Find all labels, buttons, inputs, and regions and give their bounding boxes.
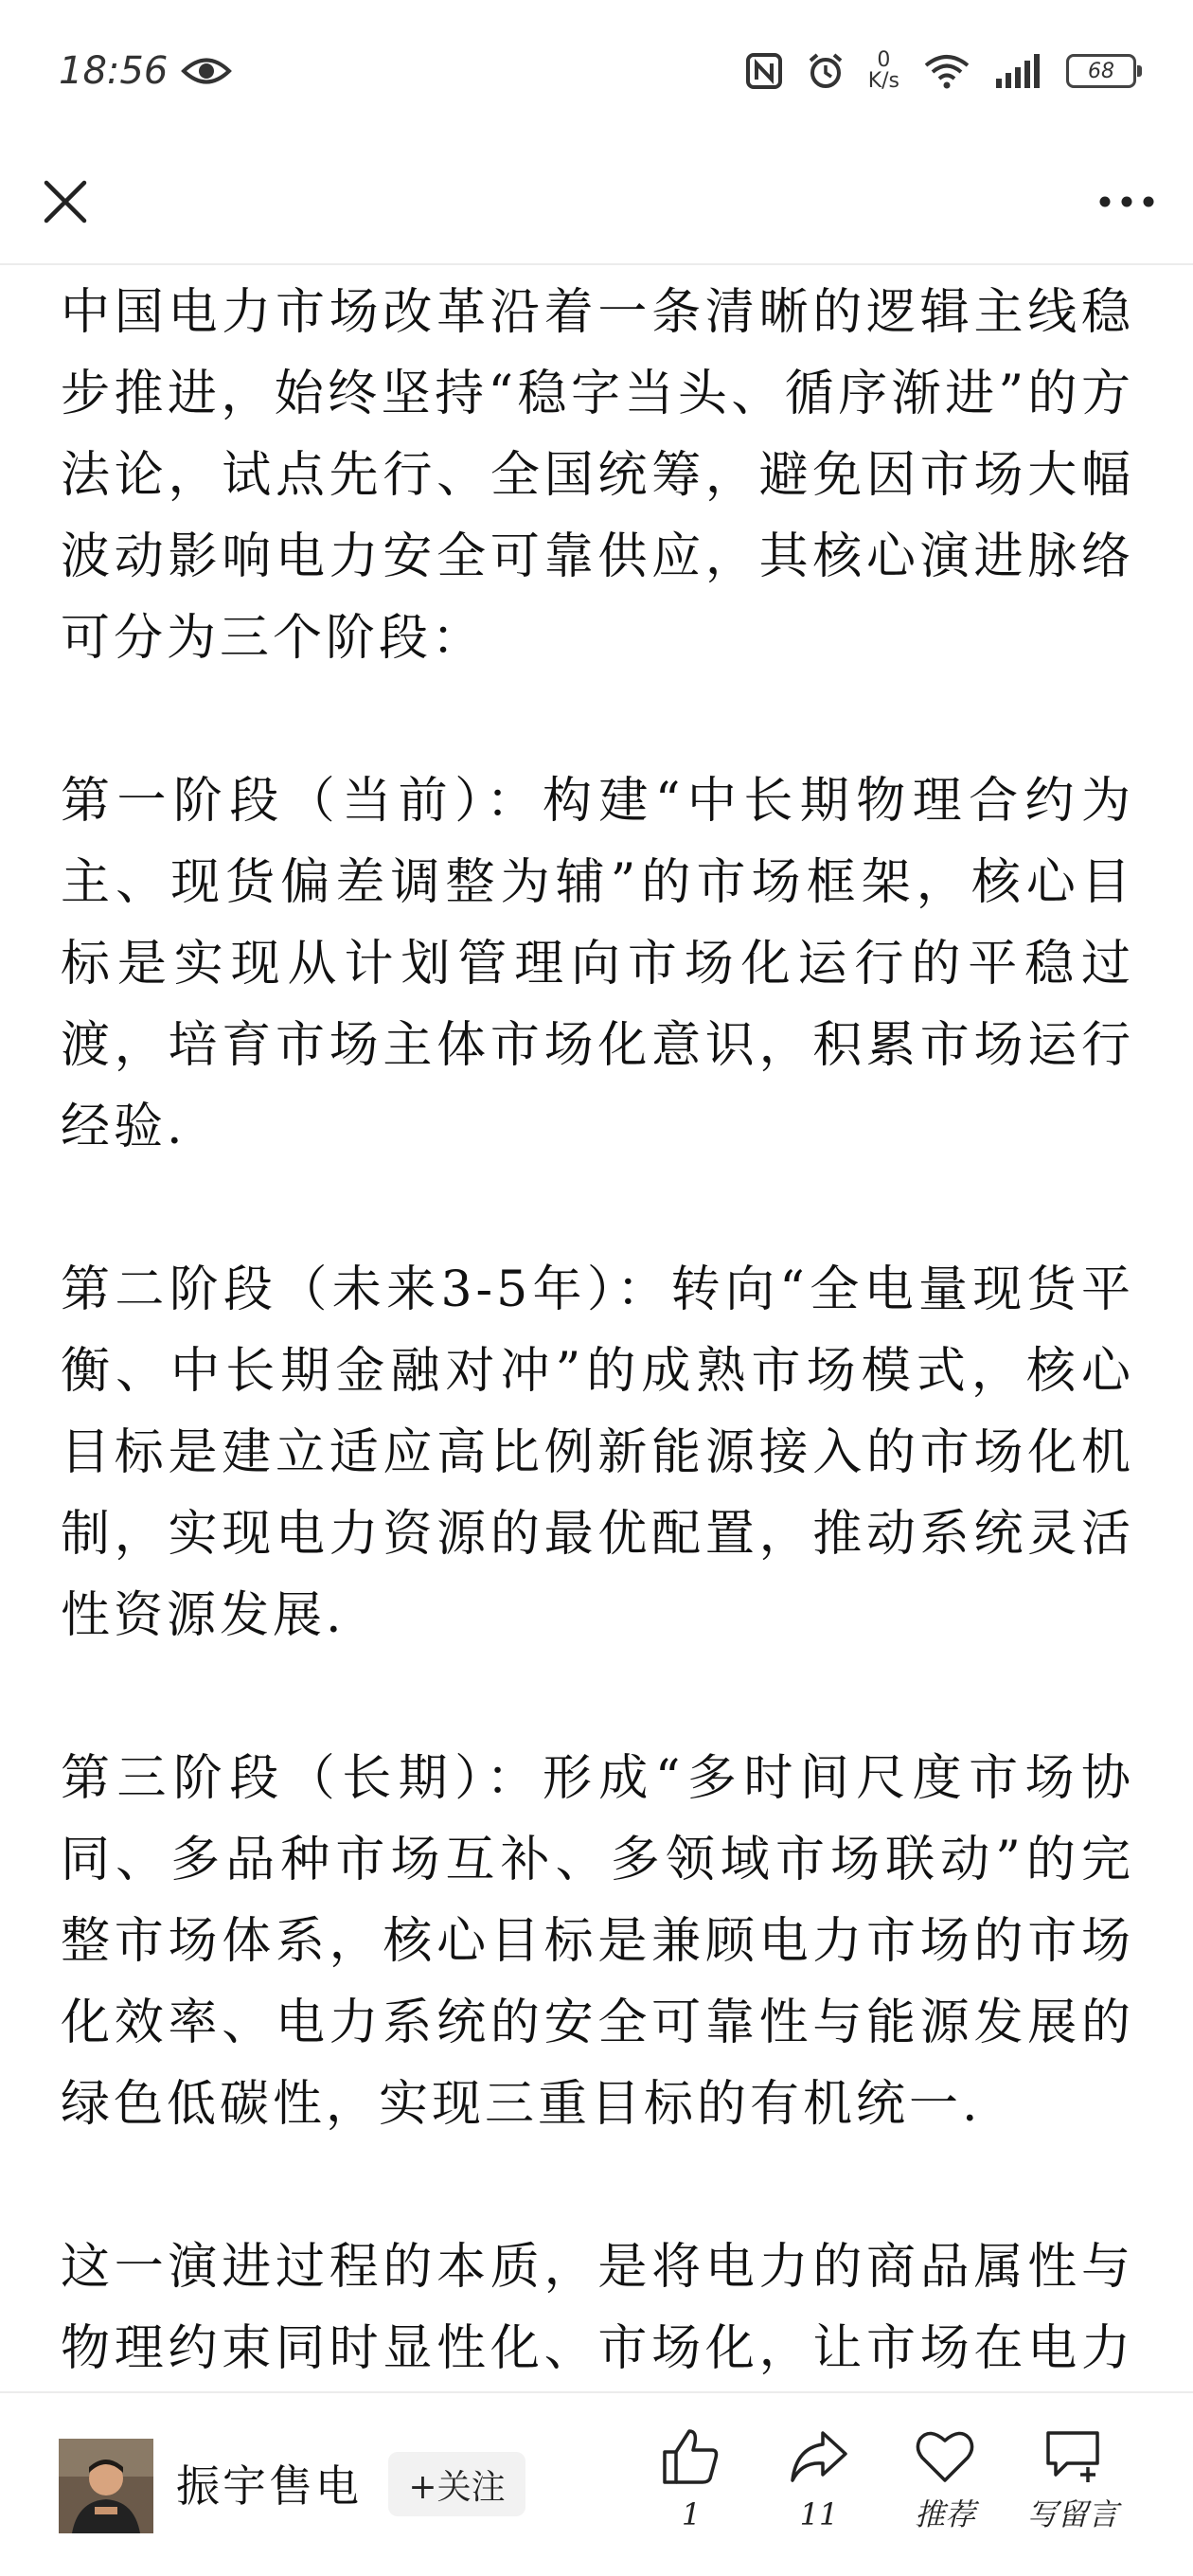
more-button[interactable]	[1079, 169, 1174, 235]
eye-icon	[181, 55, 232, 87]
network-speed-value: 0	[877, 48, 891, 72]
thumbs-up-icon	[661, 2427, 721, 2486]
article-paragraph-5: 这一演进过程的本质，是将电力的商品属性与物理约束同时显性化、市场化，让市场在电力	[61, 2239, 1134, 2377]
article-paragraph-3: 第二阶段（未来3-5年）：转向“全电量现货平衡、中长期金融对冲”的成熟市场模式，核心目标是建立适应高比例新能源接入的市场化机制，实现电力资源的最优配置，推动系统灵活性资源发展.	[61, 1261, 1134, 1644]
share-icon	[789, 2427, 849, 2486]
article-paragraph-4: 第三阶段（长期）：形成“多时间尺度市场协同、多品种市场互补、多领域市场联动”的完整市场体系，核心目标是兼顾电力市场的市场化效率、电力系统的安全可靠性与能源发展的绿色低碳性，实现三重目标的有机统一.	[61, 1750, 1134, 2133]
close-button[interactable]	[32, 169, 98, 235]
like-count: 1	[681, 2496, 702, 2532]
heart-icon	[915, 2427, 975, 2486]
share-count: 11	[799, 2496, 839, 2532]
network-speed-unit: K/s	[867, 69, 899, 93]
wifi-icon	[922, 52, 971, 90]
like-button[interactable]	[625, 2427, 757, 2533]
bottom-bar	[0, 2391, 1193, 2576]
article-paragraph-2: 第一阶段（当前）：构建“中长期物理合约为主、现货偏差调整为辅”的市场框架，核心目标是实现从计划管理向市场化运行的平稳过渡，培育市场主体市场化意识，积累市场运行经验.	[61, 773, 1134, 1155]
status-time: 18:56	[59, 49, 169, 93]
status-right	[745, 50, 1136, 92]
avatar[interactable]	[59, 2439, 153, 2533]
article-paragraph-1: 中国电力市场改革沿着一条清晰的逻辑主线稳步推进，始终坚持“稳字当头、循序渐进”的方法论，试点先行、全国统筹，避免因市场大幅波动影响电力安全可靠供应，其核心演进脉络可分为三个阶段：	[61, 284, 1134, 667]
nfc-icon	[745, 52, 783, 90]
share-button[interactable]	[753, 2427, 885, 2533]
network-speed	[868, 50, 899, 92]
close-icon	[43, 179, 88, 224]
battery-icon	[1066, 54, 1136, 88]
status-bar	[0, 0, 1193, 142]
recommend-button[interactable]	[879, 2427, 1011, 2533]
follow-button[interactable]: +关注	[388, 2452, 525, 2516]
article-body	[61, 265, 1134, 2391]
recommend-label: 推荐	[914, 2496, 975, 2532]
battery-level: 68	[1088, 59, 1114, 83]
comment-add-icon	[1042, 2427, 1103, 2486]
more-icon	[1098, 195, 1155, 208]
write-comment-button[interactable]	[1006, 2427, 1139, 2533]
alarm-icon	[806, 51, 846, 91]
write-comment-label: 写留言	[1026, 2496, 1118, 2532]
app-bar	[0, 142, 1193, 265]
signal-icon	[994, 52, 1043, 90]
author-name[interactable]: 振宇售电	[176, 2460, 362, 2512]
status-left	[59, 49, 232, 93]
